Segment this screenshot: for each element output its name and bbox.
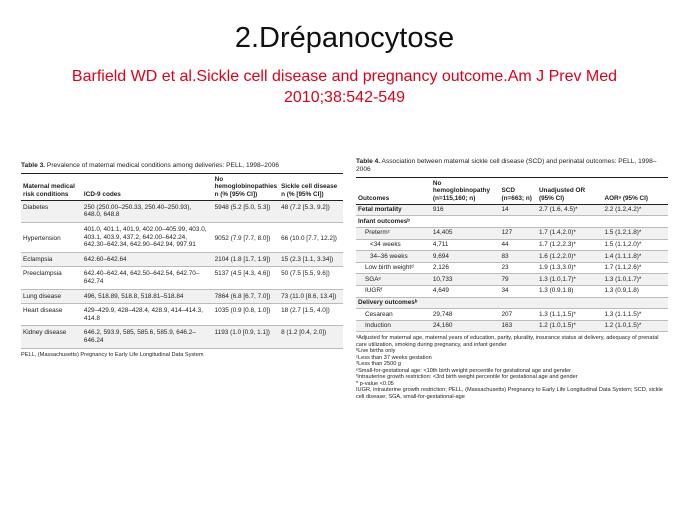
footnote: ᶜLess than 37 weeks gestation [356, 354, 432, 361]
table-cell [431, 216, 500, 228]
table-cell: Lung disease [21, 289, 82, 304]
table-cell: 429–429.9, 428–428.4, 428.9, 414–414.3, 414.8 [82, 304, 213, 326]
table-row [356, 227, 668, 239]
footnote: ᵉSmall-for-gestational age: <10th birth weight percentile for gestational age and gender [356, 367, 571, 374]
table-cell: 1.3 (1.1,1.5)* [602, 309, 668, 321]
table-4-caption [356, 158, 668, 174]
table-cell: 15 (2.3 [1.1, 3.34]) [279, 252, 343, 267]
table-4-header-row [356, 178, 668, 205]
table-row [356, 309, 668, 321]
table-row [21, 222, 343, 252]
table-cell: 10,733 [431, 274, 500, 286]
table-cell: 1.7 (1.4,2.0)* [537, 227, 603, 239]
table-cell [537, 297, 603, 309]
table-cell: 1.3 (0.9,1.8) [537, 285, 603, 297]
table-cell: Delivery outcomesᵇ [356, 297, 431, 309]
table-cell: 2.2 (1.2,4.2)* [602, 204, 668, 216]
table-row [21, 304, 343, 326]
table-cell: <34 weeks [356, 239, 431, 251]
table-cell: 48 (7.2 [5.3, 9.2]) [279, 200, 343, 222]
table-3 [21, 162, 343, 358]
column-header: No hemoglobinopathies n (% [95% CI]) [213, 174, 279, 201]
table-cell: 14 [500, 204, 537, 216]
table-cell: 1.5 (1.1,2.0)* [602, 239, 668, 251]
column-header: Outcomes [356, 178, 431, 205]
table-cell: 34 [500, 285, 537, 297]
table-cell: 9,694 [431, 251, 500, 263]
table-cell: Cesarean [356, 309, 431, 321]
table-cell: 18 (2.7 [1.5, 4.0]) [279, 304, 343, 326]
table-4 [356, 158, 668, 400]
table-cell: 496, 518.89, 518.8, 518.81–518.84 [82, 289, 213, 304]
table-cell: Preeclampsia [21, 267, 82, 289]
table-cell [500, 297, 537, 309]
table-cell: 9052 (7.9 [7.7, 8.0]) [213, 222, 279, 252]
footnote: ᵃAdjusted for maternal age, maternal years of education, parity, plurality, insurance status at delivery, adequacy of prenatal care utilization, smoking during pregnancy, and infant gender [356, 335, 659, 348]
table-cell [431, 297, 500, 309]
table-cell: 401.0, 401.1, 401.9, 402.00–405.99, 403.0, 403.1, 403.9, 437.2, 642.00–642.24, 642.30–642.34, 642.90–642.94, 997.91 [82, 222, 213, 252]
table-cell: Diabetes [21, 200, 82, 222]
table-cell: 79 [500, 274, 537, 286]
table-cell: 24,160 [431, 320, 500, 332]
table-cell: 1.2 (1.0,1.5)* [602, 320, 668, 332]
table-row [21, 200, 343, 222]
table-row [356, 262, 668, 274]
table-cell: 1.3 (0.9,1.8) [602, 285, 668, 297]
table-4-footnotes [356, 335, 668, 400]
table-3-header-row [21, 174, 343, 201]
subtitle-line-2: 2010;38:542-549 [284, 89, 405, 106]
slide-subtitle [30, 66, 659, 108]
table-4-caption-text: Association between maternal sickle cell disease (SCD) and perinatal outcomes: PELL, 1998–2006 [356, 158, 657, 173]
table-cell: 250 (250.00–250.33, 250.40–250.93), 648.0, 648.8 [82, 200, 213, 222]
table-3-caption [21, 162, 343, 170]
table-cell: SGAᵉ [356, 274, 431, 286]
table-row [356, 274, 668, 286]
table-cell: 1.6 (1.2,2.0)* [537, 251, 603, 263]
table-cell [537, 216, 603, 228]
table-cell: 646.2, 593.9, 585, 585.6, 585.9, 646.2–646.24 [82, 326, 213, 348]
table-3-footnote: PELL, (Massachusetts) Pregnancy to Early Life Longitudinal Data System [21, 351, 204, 358]
column-header: Maternal medical risk conditions [21, 174, 82, 201]
table-3-label: Table 3. [21, 162, 46, 169]
table-cell: Infant outcomesᵇ [356, 216, 431, 228]
slide-title: 2.Drépanocytose [234, 22, 455, 54]
column-header: Sickle cell disease n (% [95% CI]) [279, 174, 343, 201]
table-cell: 1.2 (1.0,1.5)* [537, 320, 603, 332]
table-row [21, 326, 343, 348]
table-cell: 29,748 [431, 309, 500, 321]
table-cell: IUGRᶠ [356, 285, 431, 297]
table-3-grid [21, 173, 343, 349]
table-cell: 4,649 [431, 285, 500, 297]
table-cell: 5137 (4.5 [4.3, 4.6]) [213, 267, 279, 289]
column-header: SCD (n=663; n) [500, 178, 537, 205]
table-3-caption-text: Prevalence of maternal medical conditions among deliveries: PELL, 1998–2006 [46, 162, 279, 169]
table-cell: Kidney disease [21, 326, 82, 348]
table-cell: 1.4 (1.1,1.8)* [602, 251, 668, 263]
table-4-label: Table 4. [356, 158, 381, 165]
footnote: ᶠIntrauterine growth restriction: <3rd birth weight percentile for gestational age and gender [356, 374, 578, 381]
table-row [21, 267, 343, 289]
column-header: No hemoglobinopathy (n=115,160; n) [431, 178, 500, 205]
table-cell: 2104 (1.8 [1.7, 1.9]) [213, 252, 279, 267]
table-row [356, 204, 668, 216]
table-row [356, 297, 668, 309]
subtitle-line-1: Barfield WD et al.Sickle cell disease and pregnancy outcome.Am J Prev Med [71, 68, 618, 85]
table-cell: 127 [500, 227, 537, 239]
table-cell: Heart disease [21, 304, 82, 326]
footnote: ᵈLess than 2500 g [356, 361, 402, 368]
table-cell: 44 [500, 239, 537, 251]
table-cell: 34–36 weeks [356, 251, 431, 263]
table-cell: 1.7 (1.1,2.6)* [602, 262, 668, 274]
table-cell: 916 [431, 204, 500, 216]
table-cell: 2,126 [431, 262, 500, 274]
table-4-grid [356, 177, 668, 332]
column-header: Unadjusted OR (95% CI) [537, 178, 603, 205]
table-cell: 1.3 (1.1,1.5)* [537, 309, 603, 321]
table-cell: 8 (1.2 [0.4, 2.0]) [279, 326, 343, 348]
table-row [21, 252, 343, 267]
table-cell: 642.40–642.44, 642.50–642.54, 642.70–642.74 [82, 267, 213, 289]
table-cell: 1.3 (1.0,1.7)* [602, 274, 668, 286]
table-cell: Hypertension [21, 222, 82, 252]
footnote: * p-value <0.05 [356, 380, 394, 387]
table-row [21, 289, 343, 304]
table-cell: 163 [500, 320, 537, 332]
table-cell: 66 (10.0 [7.7, 12.2]) [279, 222, 343, 252]
table-cell: 7864 (6.8 [6.7, 7.0]) [213, 289, 279, 304]
table-cell [602, 216, 668, 228]
table-cell: Eclampsia [21, 252, 82, 267]
column-header: AORᵃ (95% CI) [602, 178, 668, 205]
table-row [356, 285, 668, 297]
table-cell: Low birth weightᵈ [356, 262, 431, 274]
table-row [356, 251, 668, 263]
table-cell: Pretermᶜ [356, 227, 431, 239]
table-cell: 1193 (1.0 [0.9, 1.1]) [213, 326, 279, 348]
table-row [356, 320, 668, 332]
table-cell: Induction [356, 320, 431, 332]
table-row [356, 239, 668, 251]
table-cell: 23 [500, 262, 537, 274]
table-cell: 1.9 (1.3,3.0)* [537, 262, 603, 274]
table-cell: 5948 (5.2 [5.0, 5.3]) [213, 200, 279, 222]
table-cell: 1.7 (1.2,2.3)* [537, 239, 603, 251]
table-cell: 642.60–642.64 [82, 252, 213, 267]
footnote: ᵇLive births only [356, 348, 396, 355]
table-cell: 207 [500, 309, 537, 321]
table-row [356, 216, 668, 228]
table-cell: 2.7 (1.6, 4.5)* [537, 204, 603, 216]
table-cell: 4,711 [431, 239, 500, 251]
table-cell: 50 (7.5 [5.5, 9.6]) [279, 267, 343, 289]
table-cell: 14,405 [431, 227, 500, 239]
table-cell [602, 297, 668, 309]
table-cell: 1.5 (1.2,1.8)* [602, 227, 668, 239]
table-cell: 1035 (0.9 [0.8, 1.0]) [213, 304, 279, 326]
column-header: ICD-9 codes [82, 174, 213, 201]
table-cell: 83 [500, 251, 537, 263]
table-cell [500, 216, 537, 228]
table-cell: Fetal mortality [356, 204, 431, 216]
footnote: IUGR, intrauterine growth restriction; PELL, (Massachusetts) Pregnancy to Early Life Longitudinal Data System; SCD, sickle cell disease; SGA, small-for-gestational-age [356, 387, 663, 400]
table-cell: 1.3 (1.0,1.7)* [537, 274, 603, 286]
table-cell: 73 (11.0 [8.6, 13.4]) [279, 289, 343, 304]
